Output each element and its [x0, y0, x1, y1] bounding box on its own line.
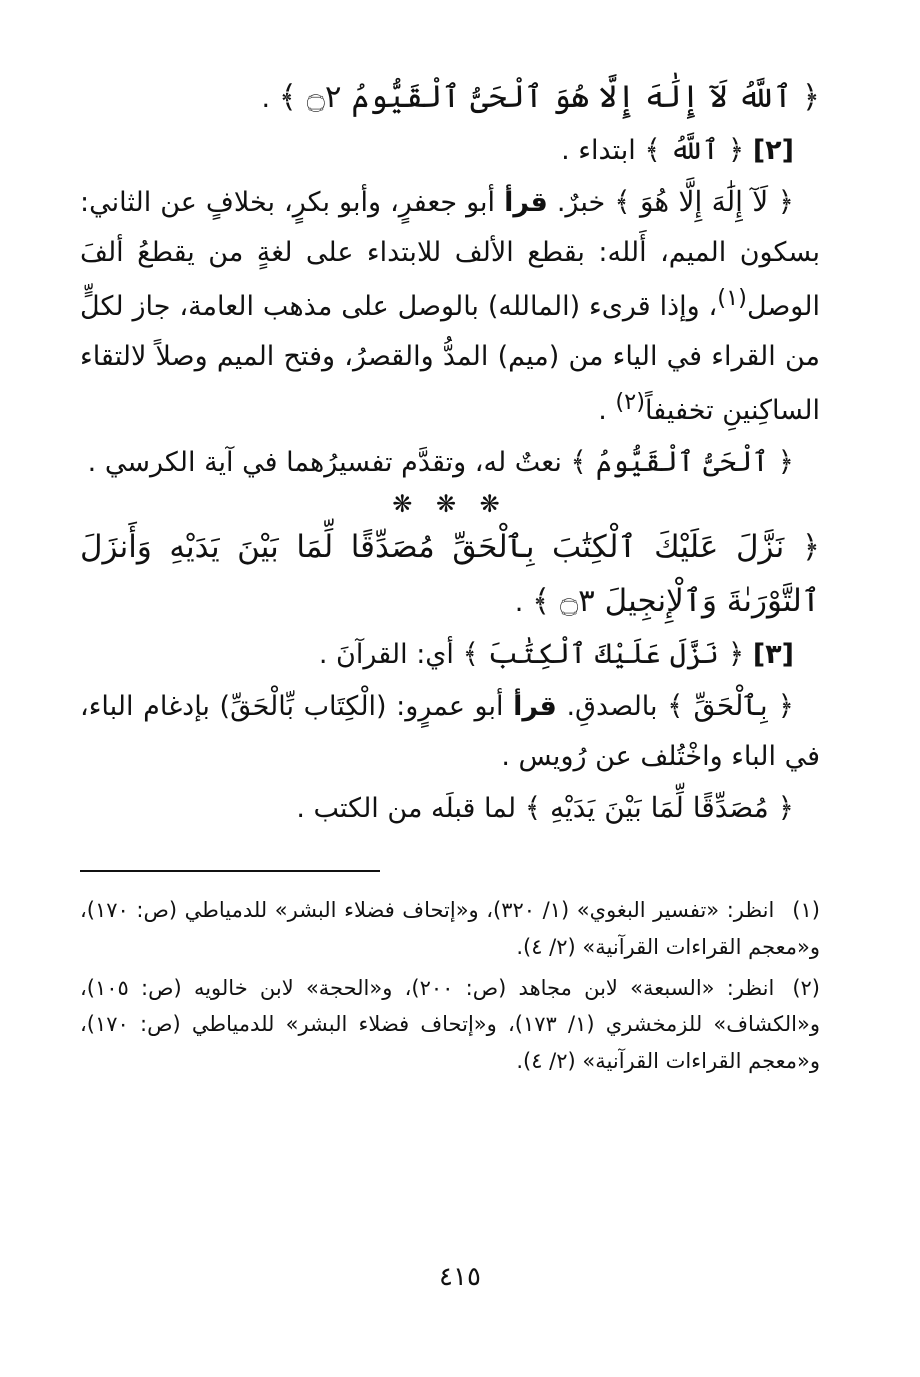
section-2-quran: ﴿ ٱللَّهُ ﴾	[644, 133, 745, 167]
paragraph-4-text: لما قبلَه من الكتب .	[296, 793, 525, 825]
section-2-number: [٢]	[752, 135, 794, 167]
paragraph-3-reader-label: قرأ	[513, 691, 557, 723]
paragraph-3-text-b: أبو عمرٍو: (الْكِتَاب بِّالْحَقِّ) بإدغام الباء، في الباء واخْتُلف عن رُويس .	[80, 691, 820, 773]
paragraph-4-quran: ﴿ مُصَدِّقًا لِّمَا بَيْنَ يَدَيْهِ ﴾	[524, 791, 794, 825]
section-3-quran: ﴿ نَزَّلَ عَلَيْكَ ٱلْكِتَٰبَ ﴾	[462, 637, 745, 671]
verse-3-text: ﴿ نَزَّلَ عَلَيْكَ ٱلْكِتَٰبَ بِٱلْحَقِّ مُصَدِّقًا لِّمَا بَيْنَ يَدَيْهِ وَأَنزَلَ ٱلتَّوْرَىٰةَ وَٱلْإِنجِيلَ ۝٣ ﴾	[80, 528, 820, 620]
commentary-paragraph-2	[80, 436, 820, 488]
section-separator: ❋ ❋ ❋	[392, 489, 508, 518]
footnote-2-text: انظر: «السبعة» لابن مجاهد (ص: ٢٠٠)، و«الحجة» لابن خالويه (ص: ١٠٥)، و«الكشاف» للزمخشري (١/ ١٧٣)، و«إتحاف فضلاء البشر» للدمياطي (ص: ١٧٠)، و«معجم القراءات القرآنية» (٢/ ٤).	[80, 975, 820, 1074]
paragraph-1-text-d: .	[598, 394, 616, 426]
paragraph-2-quran: ﴿ ٱلْحَىُّ ٱلْقَيُّومُ ﴾	[570, 444, 794, 478]
verse-2-block	[80, 70, 820, 124]
paragraph-1-quran: ﴿ لَآ إِلَٰهَ إِلَّا هُوَ ﴾	[614, 185, 794, 219]
section-2-heading	[80, 124, 820, 176]
verse-3-end: .	[514, 587, 532, 619]
page-number: ٤١٥	[439, 1262, 481, 1292]
paragraph-1-text-c: ، وإذا قرىء (المالله) بالوصل على مذهب العامة، جاز لكلٍّ من القراء في الياء من (ميم) المدُّ والقصرُ، وفتح الميم وصلاً لالتقاء الساكِنينِ تخفيفاً	[80, 291, 820, 426]
paragraph-1-reader-label: قرأ	[504, 187, 548, 219]
verse-2-text: ﴿ ٱللَّهُ لَآ إِلَٰهَ إِلَّا هُوَ ٱلْحَىُّ ٱلْقَيُّومُ ۝٢ ﴾	[278, 79, 820, 115]
footnote-ref-2[interactable]: (٢)	[615, 388, 646, 415]
commentary-paragraph-3	[80, 680, 820, 782]
section-2-text: ابتداء .	[561, 135, 645, 167]
footnote-1-text: انظر: «تفسير البغوي» (١/ ٣٢٠)، و«إتحاف فضلاء البشر» للدمياطي (ص: ١٧٠)، و«معجم القراءات القرآنية» (٢/ ٤).	[80, 898, 820, 959]
verse-2-end: .	[261, 83, 279, 114]
paragraph-1-text-b: أبو جعفرٍ، وأبو بكرٍ، بخلافٍ عن الثاني: بسكون الميم، أَلله: بقطع الألف للابتداء على لغةٍ من يقطعُ ألفَ الوصل	[80, 187, 820, 323]
paragraph-3-quran: ﴿ بِٱلْحَقِّ ﴾	[667, 689, 794, 723]
commentary-paragraph-1	[80, 176, 820, 436]
footnote-1-number: (١)	[792, 898, 820, 923]
section-3-text: أي: القرآنَ .	[318, 639, 463, 671]
section-3-heading	[80, 628, 820, 680]
commentary-paragraph-4	[80, 782, 820, 834]
footnote-2-number: (٢)	[792, 975, 820, 1000]
paragraph-1-text-a: خبرٌ.	[547, 187, 615, 219]
section-3-number: [٣]	[752, 639, 794, 671]
footnote-2	[80, 970, 820, 1080]
footnote-1	[80, 892, 820, 966]
footnote-ref-1[interactable]: (١)	[717, 285, 747, 312]
paragraph-2-text: نعتٌ له، وتقدَّم تفسيرُهما في آية الكرسي .	[87, 446, 571, 478]
paragraph-3-text-a: بالصدقِ.	[556, 691, 668, 723]
verse-3-block	[80, 520, 820, 629]
page-body	[80, 70, 820, 1084]
footnote-divider	[80, 870, 380, 872]
